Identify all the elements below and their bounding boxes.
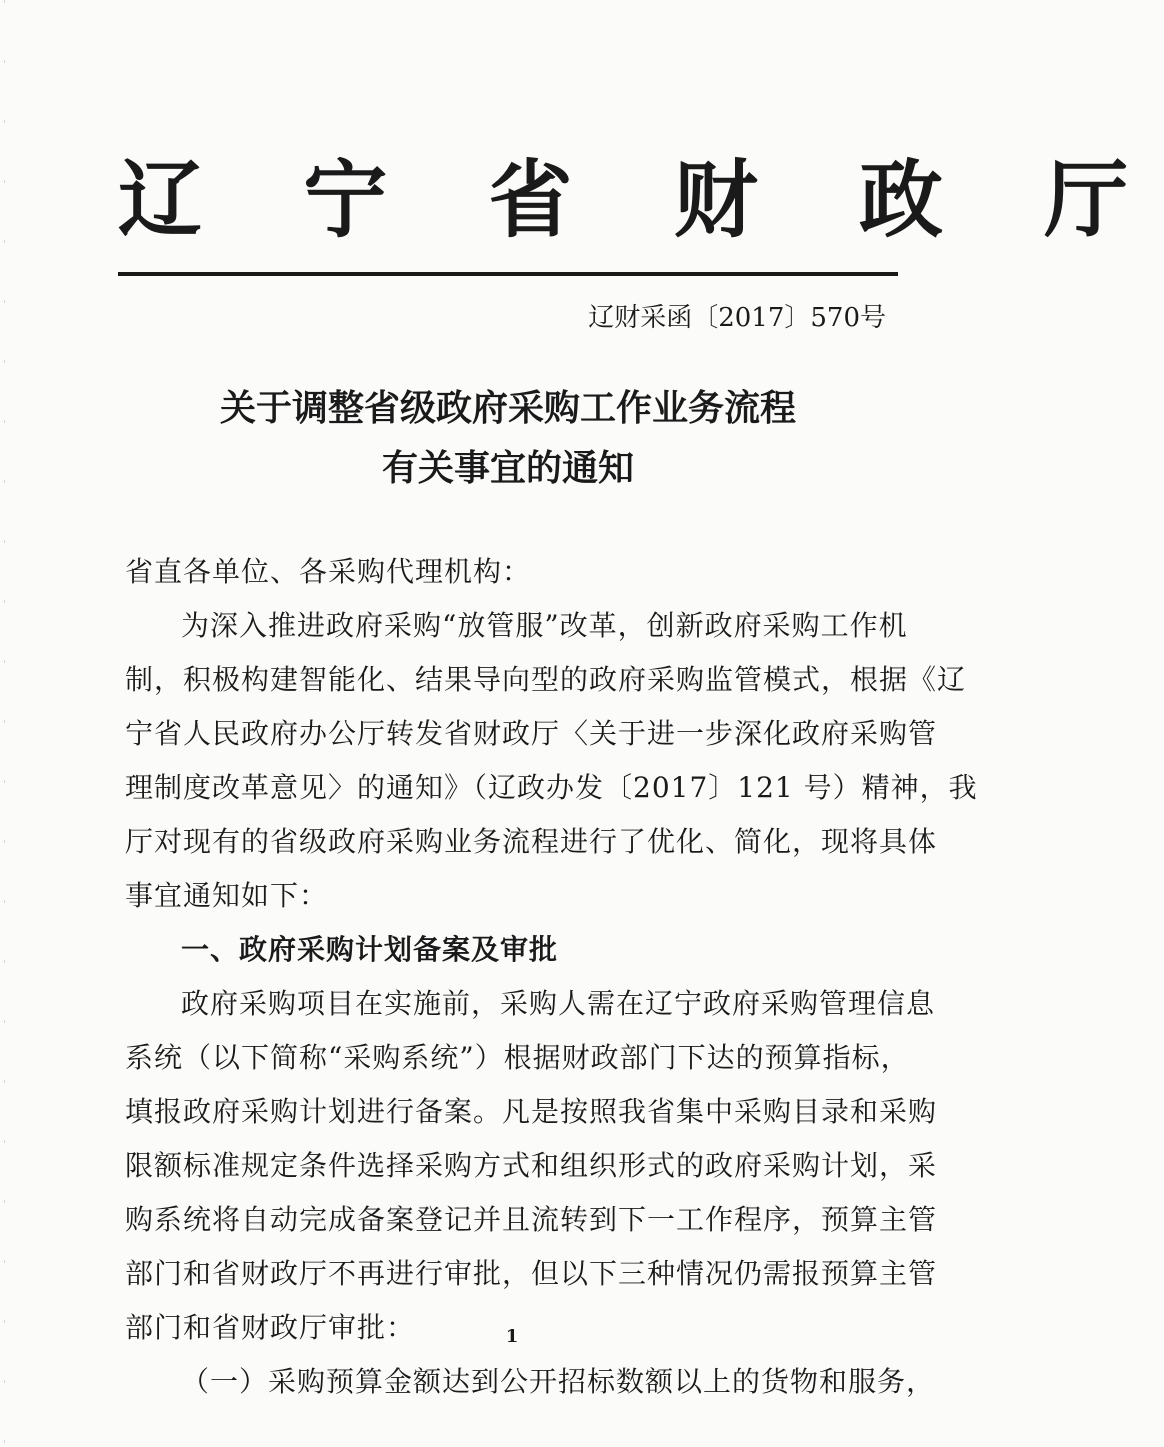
salutation: 省直各单位、各采购代理机构： <box>125 555 532 588</box>
paragraph-line: 制，积极构建智能化、结果导向型的政府采购监管模式，根据《辽 <box>125 663 967 696</box>
paragraph-line: 部门和省财政厅不再进行审批，但以下三种情况仍需报预算主管 <box>125 1257 938 1290</box>
document-title-line-2: 有关事宜的通知 <box>381 447 634 489</box>
section-heading: 一、政府采购计划备案及审批 <box>181 933 559 966</box>
paragraph-line: 系统（以下简称“采购系统”）根据财政部门下达的预算指标， <box>125 1041 910 1074</box>
paragraph-line: 宁省人民政府办公厅转发省财政厅〈关于进一步深化政府采购管 <box>125 717 938 750</box>
paragraph-line: 限额标准规定条件选择采购方式和组织形式的政府采购计划，采 <box>125 1149 938 1182</box>
document-number: 辽财采函〔2017〕570号 <box>588 303 886 333</box>
list-item: （一）采购预算金额达到公开招标数额以上的货物和服务， <box>181 1365 936 1398</box>
header-divider <box>118 272 898 276</box>
document-body <box>125 545 978 1409</box>
document-title-line-1: 关于调整省级政府采购工作业务流程 <box>219 387 796 429</box>
paragraph-line: 购系统将自动完成备案登记并且流转到下一工作程序，预算主管 <box>125 1203 938 1236</box>
paragraph-line: 厅对现有的省级政府采购业务流程进行了优化、简化，现将具体 <box>125 825 938 858</box>
paragraph-line: 政府采购项目在实施前，采购人需在辽宁政府采购管理信息 <box>181 987 936 1020</box>
issuing-authority-heading: 辽 宁 省 财 政 厅 <box>118 150 1164 249</box>
page-number: 1 <box>505 1326 519 1347</box>
paragraph-line: 填报政府采购计划进行备案。凡是按照我省集中采购目录和采购 <box>125 1095 938 1128</box>
paragraph-line: 事宜通知如下： <box>125 879 329 912</box>
scan-edge-marks <box>4 0 5 1447</box>
paragraph-line: 部门和省财政厅审批： <box>125 1311 416 1344</box>
paragraph-line: 为深入推进政府采购“放管服”改革，创新政府采购工作机 <box>181 609 908 642</box>
document-title <box>118 382 898 494</box>
paragraph-line: 理制度改革意见〉的通知》（辽政办发〔2017〕121 号）精神，我 <box>125 771 978 804</box>
